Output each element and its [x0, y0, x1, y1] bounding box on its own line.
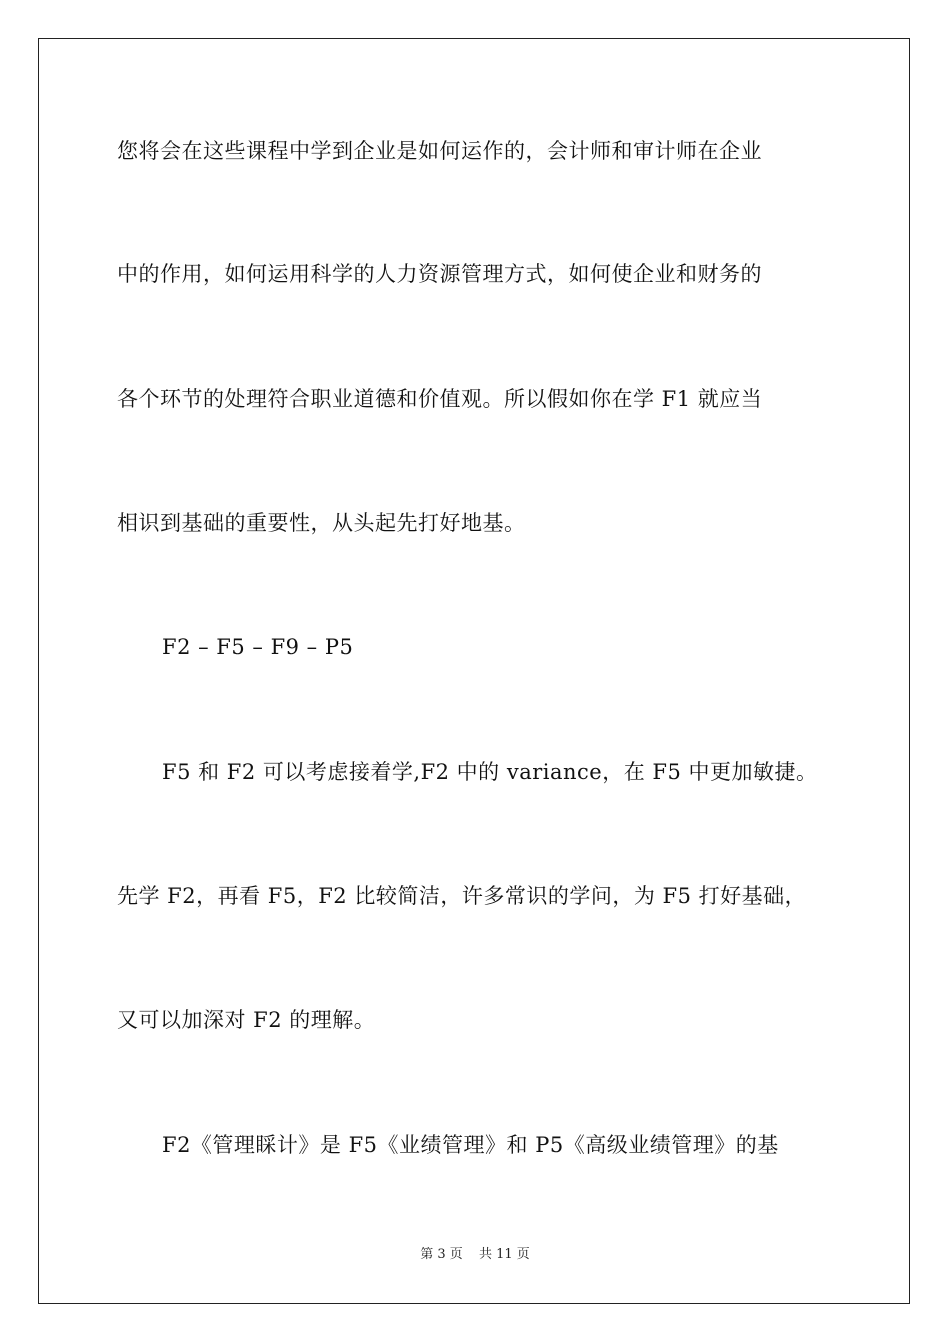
page-number: 第 3 页	[420, 1247, 463, 1262]
page-footer	[0, 1246, 950, 1264]
body-line-7: 先学 F2，再看 F5，F2 比较简洁，许多常识的学问，为 F5 打好基础，	[117, 884, 807, 908]
body-line-2: 中的作用，如何运用科学的人力资源管理方式，如何使企业和财务的	[117, 262, 762, 286]
body-line-4: 相识到基础的重要性，从头起先打好地基。	[117, 511, 526, 535]
page-border	[38, 38, 910, 1304]
body-line-5: F2 – F5 – F9 – P5	[162, 635, 354, 659]
body-line-6: F5 和 F2 可以考虑接着学,F2 中的 variance，在 F5 中更加敏捷。	[162, 760, 818, 784]
body-line-3: 各个环节的处理符合职业道德和价值观。所以假如你在学 F1 就应当	[117, 387, 763, 411]
body-line-8: 又可以加深对 F2 的理解。	[117, 1008, 376, 1032]
body-line-1: 您将会在这些课程中学到企业是如何运作的，会计师和审计师在企业	[117, 139, 762, 163]
body-line-9: F2《管理睬计》是 F5《业绩管理》和 P5《高级业绩管理》的基	[162, 1133, 779, 1157]
page-total: 共 11 页	[478, 1247, 530, 1262]
